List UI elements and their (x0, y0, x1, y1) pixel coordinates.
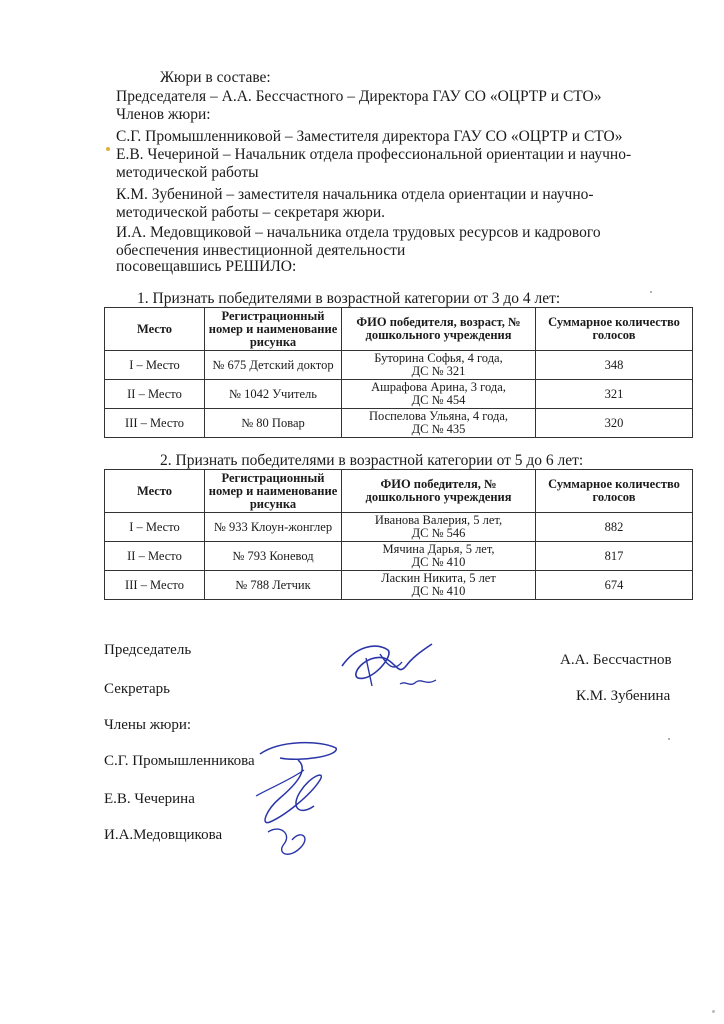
winner-school: ДС № 546 (411, 526, 466, 540)
entry-cell: № 1042 Учитель (205, 380, 342, 409)
place-cell: II – Место (105, 542, 205, 571)
place-cell: III – Место (105, 571, 205, 600)
col-header-votes: Суммарное количество голосов (536, 308, 693, 351)
winner-name: Мячина Дарья, 5 лет, (382, 542, 495, 556)
votes-cell: 348 (536, 351, 693, 380)
table-header-row (105, 308, 693, 351)
votes-cell: 674 (536, 571, 693, 600)
votes-cell: 320 (536, 409, 693, 438)
winner-name: Поспелова Ульяна, 4 года, (368, 409, 508, 423)
winner-name: Ласкин Никита, 5 лет (381, 571, 496, 585)
winner-name: Иванова Валерия, 5 лет, (374, 513, 503, 527)
decided-line: посовещавшись РЕШИЛО: (116, 258, 297, 275)
winner-school: ДС № 410 (411, 555, 466, 569)
chair-label: Председатель (104, 642, 192, 658)
place-cell: I – Место (105, 513, 205, 542)
votes-cell: 817 (536, 542, 693, 571)
table-row (105, 513, 693, 542)
member3-signature-name: И.А.Медовщикова (104, 827, 223, 843)
col-header-winner: ФИО победителя, возраст, № дошкольного учреждения (342, 308, 536, 351)
winner-cell (342, 513, 536, 542)
votes-cell: 321 (536, 380, 693, 409)
scan-speck (650, 291, 652, 293)
member4-line2: обеспечения инвестиционной деятельности (116, 242, 406, 259)
results-table-age-3-4 (104, 307, 693, 438)
secretary-label: Секретарь (104, 681, 171, 697)
col-header-place: Место (105, 308, 205, 351)
chair-line: Председателя – А.А. Бессчастного – Директора ГАУ СО «ОЦРТР и СТО» (116, 88, 602, 105)
place-cell: I – Место (105, 351, 205, 380)
votes-cell: 882 (536, 513, 693, 542)
member1-line: С.Г. Промышленниковой – Заместителя директора ГАУ СО «ОЦРТР и СТО» (116, 128, 623, 145)
members-label: Члены жюри: (104, 717, 192, 733)
member3-line1: К.М. Зубениной – заместителя начальника отдела ориентации и научно- (116, 186, 594, 203)
member1-signature-name: С.Г. Промышленникова (104, 753, 255, 769)
winner-school: ДС № 454 (411, 393, 466, 407)
winner-cell (342, 351, 536, 380)
table-row (105, 542, 693, 571)
winner-cell (342, 571, 536, 600)
jury-title: Жюри в составе: (160, 69, 271, 86)
table-row (105, 409, 693, 438)
col-header-winner: ФИО победителя, № дошкольного учреждения (342, 470, 536, 513)
entry-cell: № 675 Детский доктор (205, 351, 342, 380)
members-title: Членов жюри: (116, 106, 211, 123)
place-cell: III – Место (105, 409, 205, 438)
table-row (105, 380, 693, 409)
scan-speck (712, 1010, 715, 1013)
scan-speck (106, 147, 110, 151)
col-header-place: Место (105, 470, 205, 513)
member2-line1: Е.В. Чечериной – Начальник отдела профессиональной ориентации и научно- (116, 146, 632, 163)
results-table-age-5-6 (104, 469, 693, 600)
table-row (105, 351, 693, 380)
table-row (105, 571, 693, 600)
entry-cell: № 933 Клоун-жонглер (205, 513, 342, 542)
winner-cell (342, 542, 536, 571)
secretary-name: К.М. Зубенина (576, 688, 671, 704)
member4-line1: И.А. Медовщиковой – начальника отдела трудовых ресурсов и кадрового (116, 224, 601, 241)
entry-cell: № 793 Коневод (205, 542, 342, 571)
entry-cell: № 80 Повар (205, 409, 342, 438)
winner-school: ДС № 410 (411, 584, 466, 598)
member2-signature-name: Е.В. Чечерина (104, 791, 195, 807)
winner-name: Ашрафова Арина, 3 года, (371, 380, 506, 394)
member3-line2: методической работы – секретаря жюри. (116, 204, 386, 221)
table-header-row (105, 470, 693, 513)
place-cell: II – Место (105, 380, 205, 409)
winner-cell (342, 380, 536, 409)
winner-name: Буторина Софья, 4 года, (374, 351, 503, 365)
member2-line2: методической работы (116, 164, 259, 181)
chair-name: А.А. Бессчастнов (560, 652, 672, 668)
winner-school: ДС № 321 (411, 364, 466, 378)
chair-handwritten-signature (336, 636, 446, 696)
scan-speck (668, 738, 670, 740)
col-header-entry: Регистрационный номер и наименование рисунка (205, 308, 342, 351)
col-header-votes: Суммарное количество голосов (536, 470, 693, 513)
winner-school: ДС № 435 (411, 422, 466, 436)
section2-heading: 2. Признать победителями в возрастной категории от 5 до 6 лет: (160, 452, 584, 469)
winner-cell (342, 409, 536, 438)
entry-cell: № 788 Летчик (205, 571, 342, 600)
members-handwritten-signature (240, 736, 350, 866)
col-header-entry: Регистрационный номер и наименование рисунка (205, 470, 342, 513)
section1-heading: 1. Признать победителями в возрастной категории от 3 до 4 лет: (137, 290, 561, 307)
